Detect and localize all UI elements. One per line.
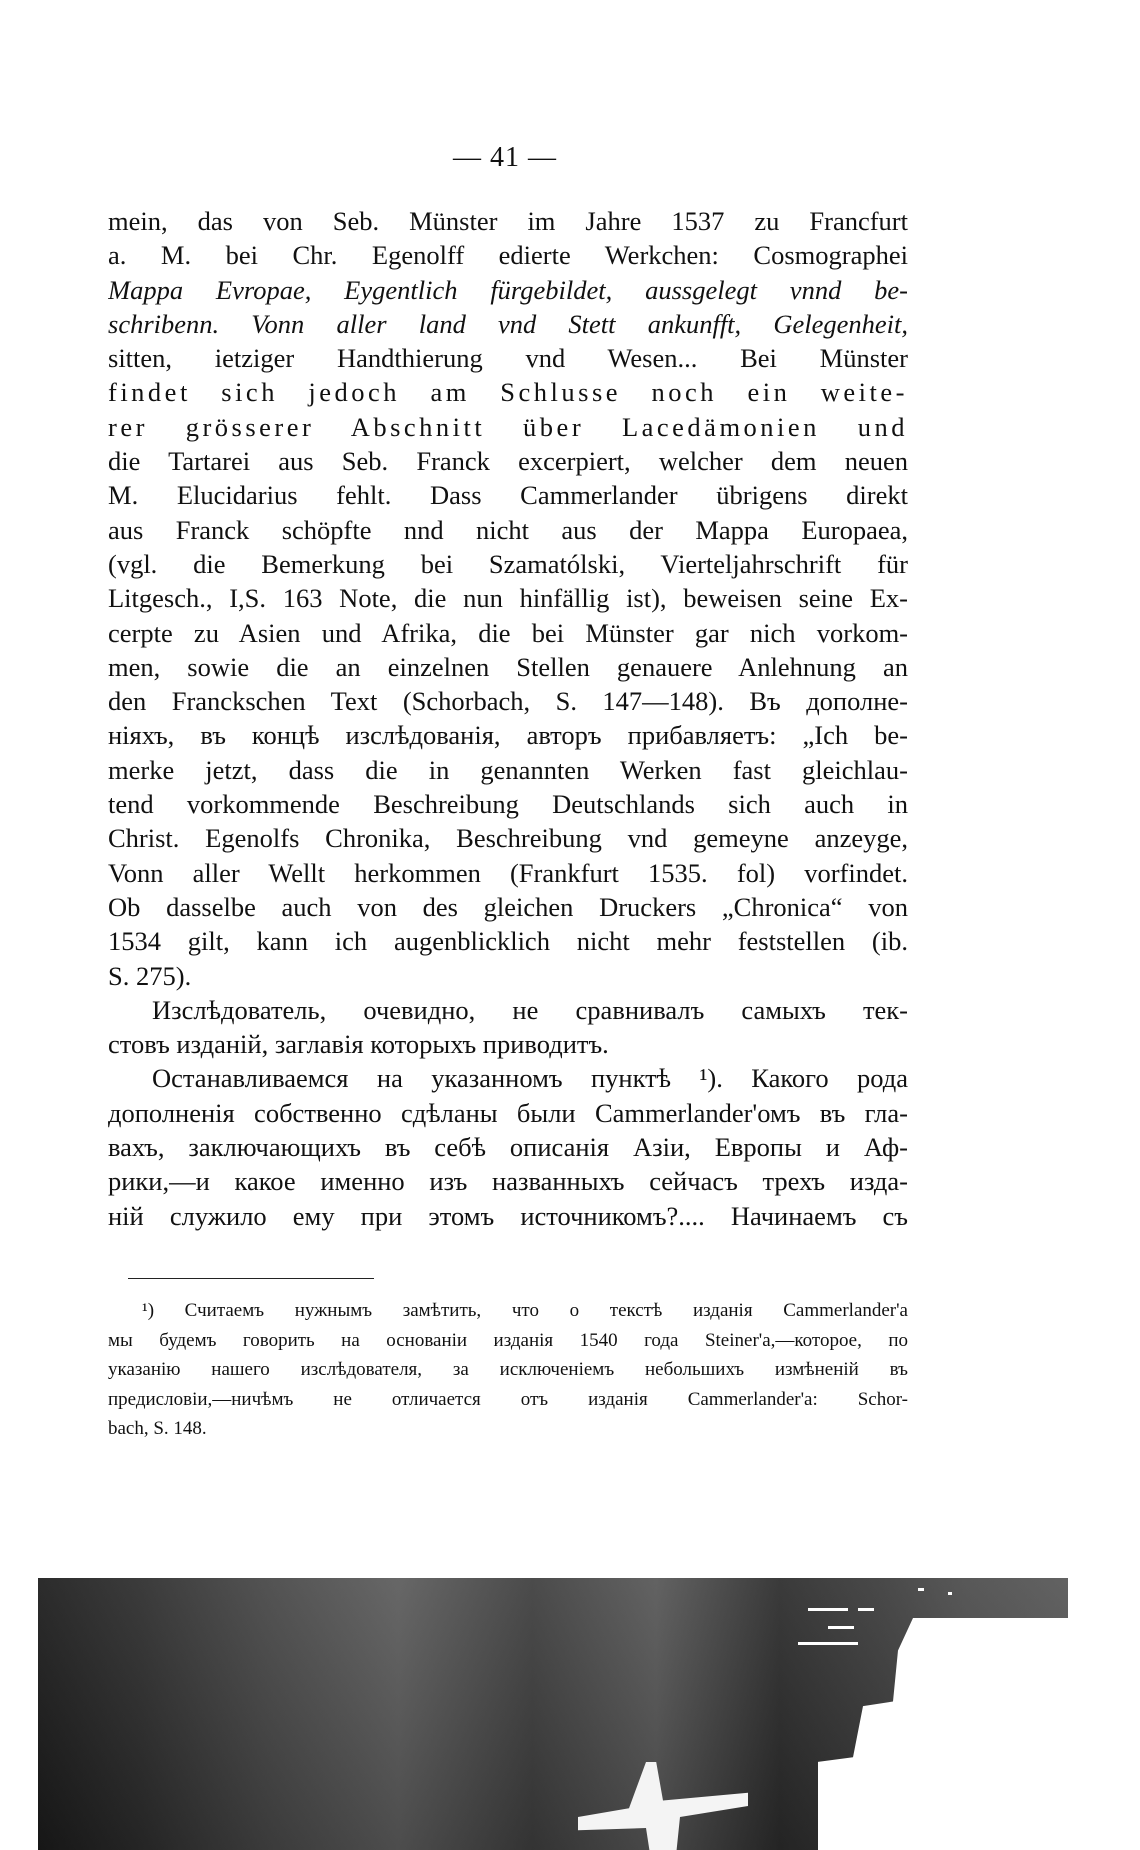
text-line: Christ. Egenolfs Chronika, Beschreibung vnd gemeyne anzeyge, <box>108 823 908 854</box>
text-line: Vonn aller Wellt herkommen (Frankfurt 1535. fol) vorfindet. <box>108 857 908 888</box>
text-line: findet sich jedoch am Schlusse noch ein weite- <box>108 377 908 408</box>
text-line: 1534 gilt, kann ich augenblicklich nicht mehr feststellen (ib. <box>108 926 908 957</box>
footnote-line: ¹) Считаемъ нужнымъ замѣтить, что о текстѣ изданія Cammerlander'а <box>142 1300 908 1321</box>
body-text <box>108 204 908 1233</box>
scan-dash <box>808 1608 848 1611</box>
footnote-line: предисловіи,—ничѣмъ не отличается отъ изданія Cammerlander'а: Schor- <box>108 1388 908 1410</box>
text-line: Ob dasselbe auch von des gleichen Druckers „Chronica“ von <box>108 891 908 922</box>
scan-artifact <box>38 1578 1068 1850</box>
text-line: rer grösserer Abschnitt über Lacedämonien und <box>108 411 908 442</box>
text-line: mein, das von Seb. Münster im Jahre 1537 zu Francfurt <box>108 206 908 236</box>
footnote-line: указанію нашего изслѣдователя, за исключеніемъ небольшихъ измѣненій въ <box>108 1359 908 1381</box>
text-line: стовъ изданій, заглавія которыхъ приводитъ. <box>108 1029 609 1060</box>
scan-dash <box>798 1642 858 1645</box>
text-line: cerpte zu Asien und Afrika, die bei Münster gar nich vorkom- <box>108 617 908 648</box>
scan-dash <box>828 1626 854 1629</box>
footnote-divider <box>128 1278 374 1279</box>
text-line: aus Franck schöpfte nnd nicht aus der Mappa Europaea, <box>108 514 908 545</box>
text-line: S. 275). <box>108 960 192 991</box>
text-line: a. M. bei Chr. Egenolff edierte Werkchen: Cosmographei <box>108 240 908 271</box>
text-line: schribenn. Vonn aller land vnd Stett ankunfft, Gelegenheit, <box>108 308 908 339</box>
text-line: Litgesch., I,S. 163 Note, die nun hinfällig ist), beweisen seine Ex- <box>108 583 908 614</box>
text-line: (vgl. die Bemerkung bei Szamatólski, Vierteljahrschrift für <box>108 548 908 579</box>
footnote-line: мы будемъ говорить на основаніи изданія 1540 года Steiner'а,—которое, по <box>108 1329 908 1351</box>
footnote-line: bach, S. 148. <box>108 1418 207 1440</box>
scan-dash <box>858 1608 874 1611</box>
text-line: рики,—и какое именно изъ названныхъ сейчасъ трехъ изда- <box>108 1166 908 1197</box>
text-line: Изслѣдователь, очевидно, не сравнивалъ самыхъ тек- <box>152 994 908 1025</box>
text-line: Останавливаемся на указанномъ пунктѣ ¹). Какого рода <box>152 1063 908 1094</box>
scan-dash <box>918 1588 924 1591</box>
scan-dash <box>948 1592 952 1595</box>
text-line: merke jetzt, dass die in genannten Werken fast gleichlau- <box>108 754 908 785</box>
footnotes <box>108 1296 908 1444</box>
text-line: tend vorkommende Beschreibung Deutschlands sich auch in <box>108 789 908 820</box>
text-line: дополненія собственно сдѣланы были Cammerlander'омъ въ гла- <box>108 1097 908 1128</box>
text-line: вахъ, заключающихъ въ себѣ описанія Азіи, Европы и Аф- <box>108 1132 908 1163</box>
text-line: ніяхъ, въ концѣ изслѣдованія, авторъ прибавляетъ: „Ich be- <box>108 720 908 751</box>
text-line: die Tartarei aus Seb. Franck excerpiert, welcher dem neuen <box>108 446 908 477</box>
page-number: — 41 — <box>453 142 557 173</box>
text-line: sitten, ietziger Handthierung vnd Wesen... Bei Münster <box>108 343 908 374</box>
text-line: ній служило ему при этомъ источникомъ?.... Начинаемъ съ <box>108 1200 908 1231</box>
text-line: M. Elucidarius fehlt. Dass Cammerlander übrigens direkt <box>108 480 908 511</box>
text-line: Mappa Evropae, Eygentlich fürgebildet, aussgelegt vnnd be- <box>108 274 908 305</box>
text-line: men, sowie die an einzelnen Stellen genauere Anlehnung an <box>108 651 908 682</box>
text-line: den Franckschen Text (Schorbach, S. 147—148). Въ дополне- <box>108 686 908 717</box>
